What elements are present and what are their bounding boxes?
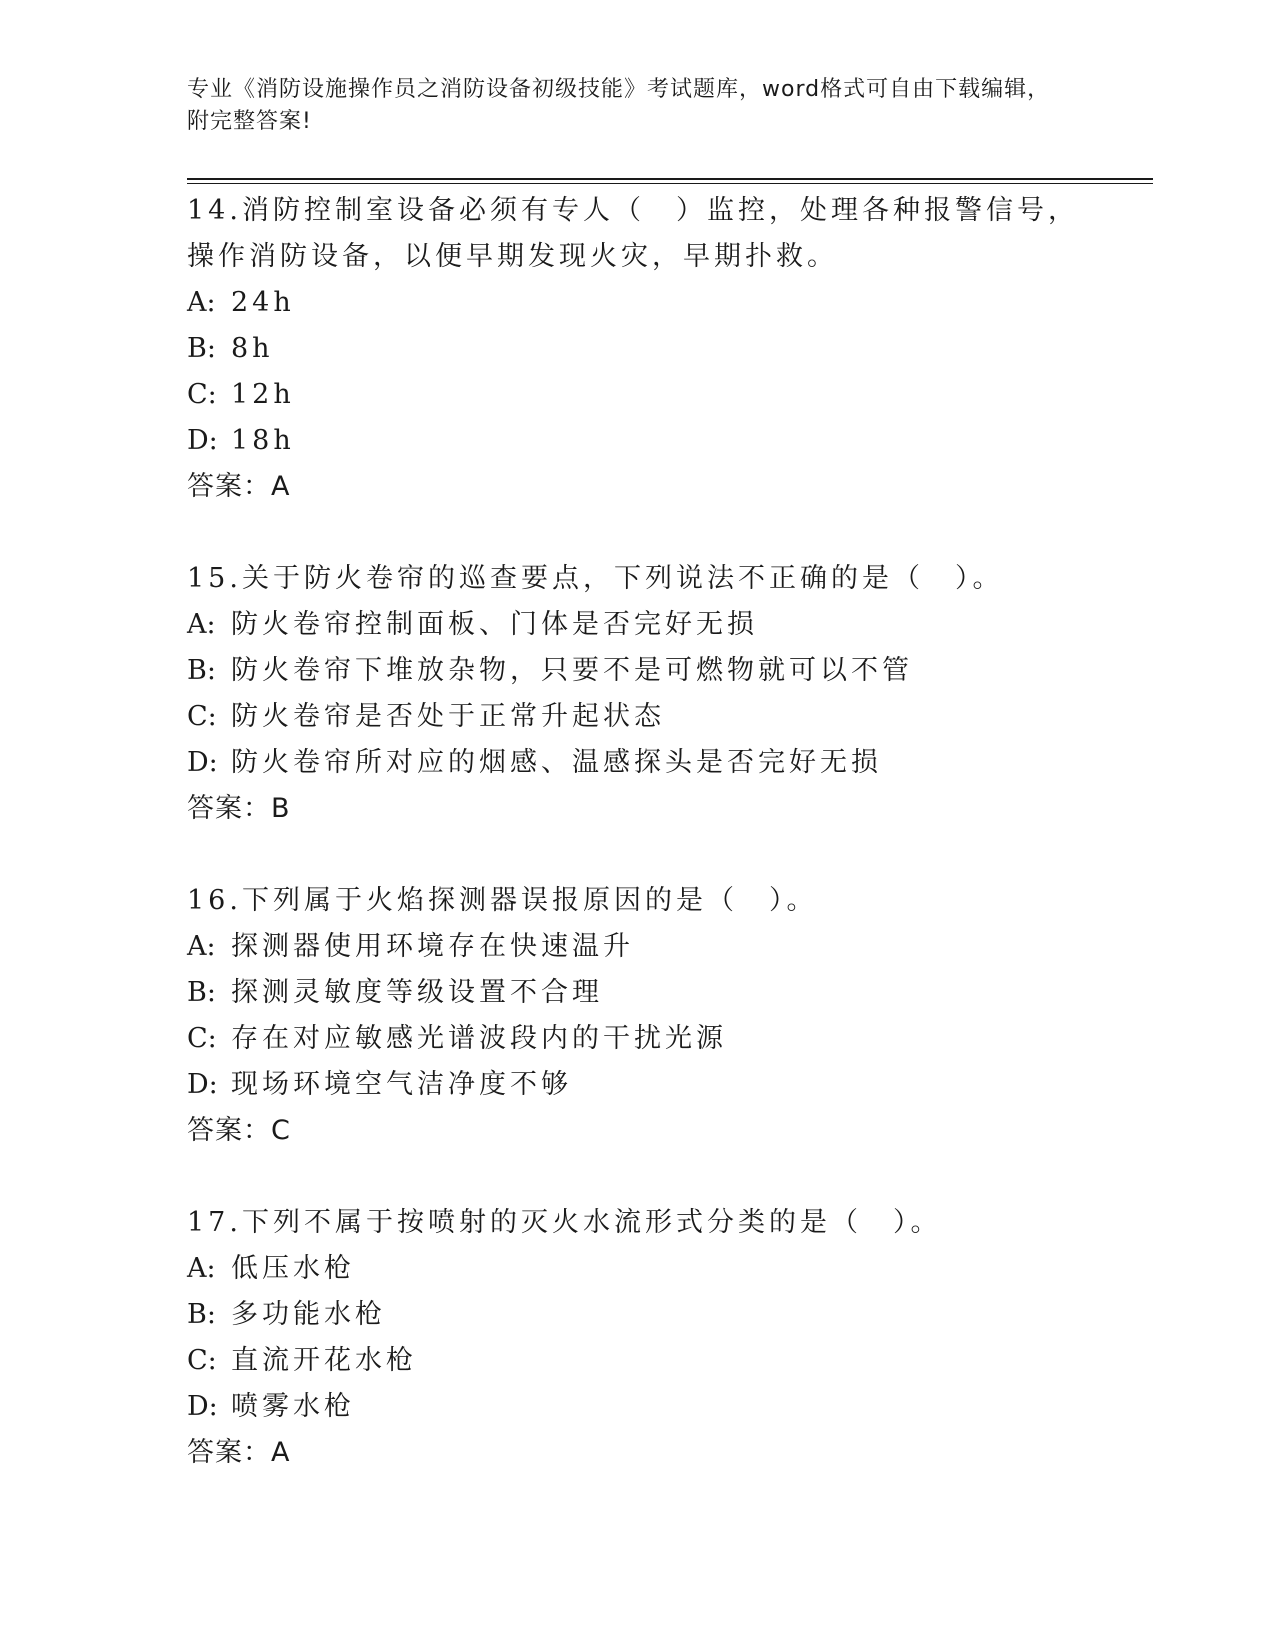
option-key: A: — [187, 931, 216, 962]
option-d — [187, 740, 1087, 786]
option-key: B: — [187, 1299, 216, 1330]
question-stem: 14.消防控制室设备必须有专人（ ）监控，处理各种报警信号，操作消防设备，以便早期发现火灾，早期扑救。 — [187, 195, 1079, 272]
option-c — [187, 694, 1087, 740]
answer-line: 答案：A — [187, 1437, 291, 1468]
option-c — [187, 1016, 1087, 1062]
option-text: 18h — [231, 425, 295, 456]
option-text: 探测灵敏度等级设置不合理 — [231, 977, 603, 1008]
option-d — [187, 1062, 1087, 1108]
option-key: C: — [187, 379, 217, 410]
option-text: 喷雾水枪 — [231, 1391, 355, 1422]
option-text: 现场环境空气洁净度不够 — [231, 1069, 572, 1100]
option-key: C: — [187, 1345, 217, 1376]
option-text: 多功能水枪 — [231, 1299, 386, 1330]
option-key: C: — [187, 701, 217, 732]
option-key: B: — [187, 977, 216, 1008]
answer-line: 答案：B — [187, 793, 291, 824]
option-key: B: — [187, 655, 216, 686]
option-a — [187, 602, 1087, 648]
question-14 — [187, 188, 1087, 510]
option-text: 探测器使用环境存在快速温升 — [231, 931, 634, 962]
option-a — [187, 1246, 1087, 1292]
option-key: A: — [187, 287, 216, 318]
answer-line: 答案：C — [187, 1115, 291, 1146]
option-text: 12h — [231, 379, 295, 410]
option-text: 24h — [231, 287, 295, 318]
document-header: 专业《消防设施操作员之消防设备初级技能》考试题库，word格式可自由下载编辑，附完整答案! — [187, 77, 1051, 134]
option-text: 防火卷帘是否处于正常升起状态 — [231, 701, 665, 732]
option-text: 防火卷帘下堆放杂物，只要不是可燃物就可以不管 — [231, 655, 913, 686]
answer-line: 答案：A — [187, 471, 291, 502]
option-key: D: — [187, 1391, 218, 1422]
header-divider-thick — [187, 178, 1153, 180]
question-17 — [187, 1200, 1087, 1476]
header-divider-thin — [187, 183, 1153, 184]
question-stem: 17.下列不属于按喷射的灭火水流形式分类的是（ ）。 — [187, 1207, 942, 1238]
option-key: C: — [187, 1023, 217, 1054]
option-key: B: — [187, 333, 216, 364]
option-key: D: — [187, 747, 218, 778]
option-b — [187, 970, 1087, 1016]
option-key: A: — [187, 609, 216, 640]
option-a — [187, 924, 1087, 970]
option-key: D: — [187, 425, 218, 456]
option-text: 防火卷帘所对应的烟感、温感探头是否完好无损 — [231, 747, 882, 778]
option-b — [187, 326, 1087, 372]
option-key: D: — [187, 1069, 218, 1100]
question-stem: 16.下列属于火焰探测器误报原因的是（ ）。 — [187, 885, 818, 916]
option-key: A: — [187, 1253, 216, 1284]
option-text: 直流开花水枪 — [231, 1345, 417, 1376]
option-text: 8h — [231, 333, 274, 364]
option-c — [187, 372, 1087, 418]
option-text: 防火卷帘控制面板、门体是否完好无损 — [231, 609, 758, 640]
option-d — [187, 418, 1087, 464]
question-stem: 15.关于防火卷帘的巡查要点，下列说法不正确的是（ ）。 — [187, 563, 1004, 594]
option-d — [187, 1384, 1087, 1430]
question-list — [187, 188, 1087, 1522]
option-a — [187, 280, 1087, 326]
option-b — [187, 648, 1087, 694]
option-text: 存在对应敏感光谱波段内的干扰光源 — [231, 1023, 727, 1054]
option-text: 低压水枪 — [231, 1253, 355, 1284]
question-15 — [187, 556, 1087, 832]
option-b — [187, 1292, 1087, 1338]
option-c — [187, 1338, 1087, 1384]
question-16 — [187, 878, 1087, 1154]
